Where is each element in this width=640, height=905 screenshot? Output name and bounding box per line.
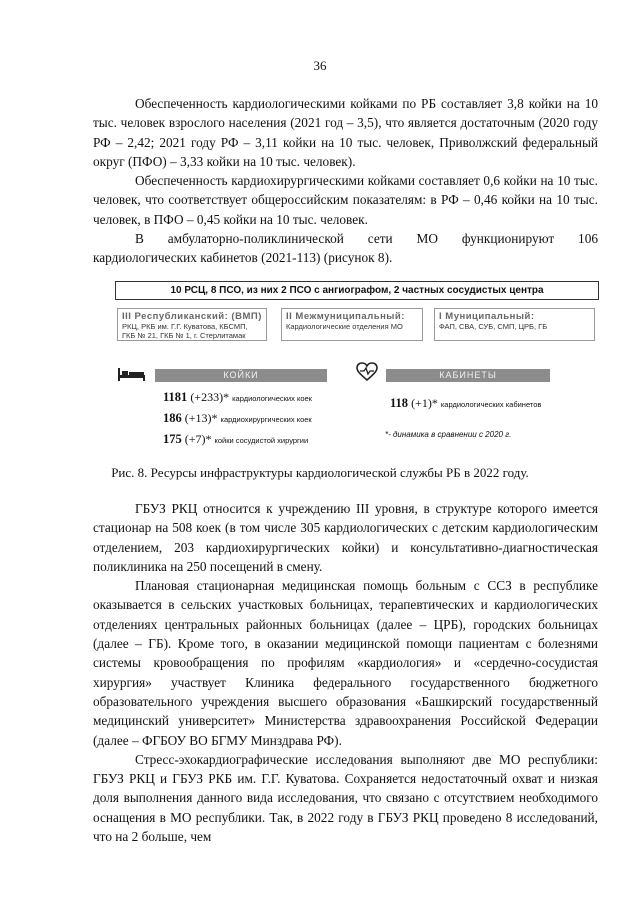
level-2-detail: Кардиологические отделения МО [286, 322, 403, 331]
level-2-title: II Межмуниципальный: [286, 311, 405, 322]
paragraph-stress-echo: Стресс-эхокардиографические исследования выполняют две МО республики: ГБУЗ РКЦ и ГБУЗ РКБ им. Г.Г. Куватова. Сохраняется недостаточный охват и низкая доля выполнения данного вида исследования, что связано с отсутствием необходимого оснащения в МО республики. Так, в 2022 году в ГБУЗ РКЦ проведено 8 исследований, что на 2 больше, чем [93, 751, 598, 845]
beds-cardiosurgery-delta: (+13)* [184, 411, 218, 425]
paragraph-beds-supply: Обеспеченность кардиологическими койками по РБ составляет 3,8 койки на 10 тыс. человек взрослого населения (2021 год – 3,5), что является достаточным (2020 году РФ – 2,42; 2021 году РФ – 3,11 койки на 10 тыс. человек, Приволжский федеральный округ (ПФО) – 3,33 койки на 10 тыс. человек). [93, 96, 598, 169]
level-3-detail-2: ГКБ № 21, ГКБ № 1, г. Стерлитамак [122, 331, 246, 340]
dynamics-footnote: *- динамика в сравнении с 2020 г. [385, 430, 512, 439]
bed-icon [117, 366, 147, 382]
figure-banner: 10 РСЦ, 8 ПСО, из них 2 ПСО с ангиографом, 2 частных сосудистых центра [115, 281, 599, 300]
top-text-block [93, 94, 598, 268]
figure-caption: Рис. 8. Ресурсы инфраструктуры кардиологической службы РБ в 2022 году. [111, 465, 529, 480]
paragraph-planned-care: Плановая стационарная медицинская помощь больным с ССЗ в республике оказывается в сельских участковых больницах, терапевтических и кардиологических отделениях центральных районных больницах (далее – ЦРБ), городских больницах (далее – ГБ). Кроме того, в оказании медицинской помощи пациентам с болезнями системы кровообращения по профилям «кардиология» и «сердечно-сосудистая хирургия» участвует Клиника федерального государственного бюджетного образовательного учреждения высшего образования «Башкирский государственный медицинский университет» Министерства здравоохранения Российской Федерации (далее – ФГБОУ ВО БГМУ Минздрава РФ). [93, 578, 598, 748]
level-1-title: I Муниципальный: [439, 311, 535, 322]
cabinets-label: кардиологических кабинетов [440, 400, 542, 409]
page-number: 36 [313, 58, 327, 73]
beds-cardiology-label: кардиологических коек [232, 394, 312, 403]
beds-cardiosurgery-stat [163, 411, 312, 426]
beds-vascular-label: койки сосудистой хирургии [214, 436, 309, 445]
level-3-box [117, 308, 267, 341]
level-1-detail: ФАП, СВА, СУБ, СМП, ЦРБ, ГБ [439, 322, 548, 331]
beds-cardiosurgery-value: 186 [163, 411, 182, 425]
paragraph-outpatient-cabinets: В амбулаторно-поликлинической сети МО функционируют 106 кардиологических кабинетов (2021-113) (рисунок 8). [93, 231, 598, 266]
paragraph-rkc-structure: ГБУЗ РКЦ относится к учреждению III уровня, в структуре которого имеется стационар на 508 коек (в том числе 305 кардиологических с детским кардиологическим отделением, 203 кардиохирургических койки) и консультативно-диагностическая поликлиника на 250 посещений в смену. [93, 501, 598, 574]
beds-vascular-value: 175 [163, 432, 182, 446]
beds-vascular-delta: (+7)* [184, 432, 212, 446]
beds-cardiology-value: 1181 [163, 390, 188, 404]
beds-cardiosurgery-label: кардиохирургических коек [220, 415, 312, 424]
beds-cardiology-stat [163, 390, 312, 405]
heart-pulse-icon [356, 362, 378, 382]
beds-header: КОЙКИ [155, 369, 327, 382]
cabinets-header: КАБИНЕТЫ [386, 369, 550, 382]
cabinets-value: 118 [390, 396, 409, 410]
level-3-title: III Республиканский: (ВМП) [122, 311, 262, 322]
level-1-box [434, 308, 595, 341]
level-3-detail-1: РКЦ, РКБ им. Г.Г. Куватова, КБСМП, [122, 322, 248, 331]
beds-vascular-stat [163, 432, 308, 447]
level-2-box [281, 308, 423, 341]
cabinets-stat [390, 396, 541, 411]
beds-cardiology-delta: (+233)* [190, 390, 230, 404]
bottom-text-block [93, 499, 598, 846]
cabinets-delta: (+1)* [411, 396, 438, 410]
paragraph-cardiosurgery-beds: Обеспеченность кардиохирургическими койками составляет 0,6 койки на 10 тыс. человек, что соответствует общероссийским показателям: в РФ – 0,46 койки на 10 тыс. человек, в ПФО – 0,45 койки на 10 тыс. человек. [93, 173, 598, 227]
